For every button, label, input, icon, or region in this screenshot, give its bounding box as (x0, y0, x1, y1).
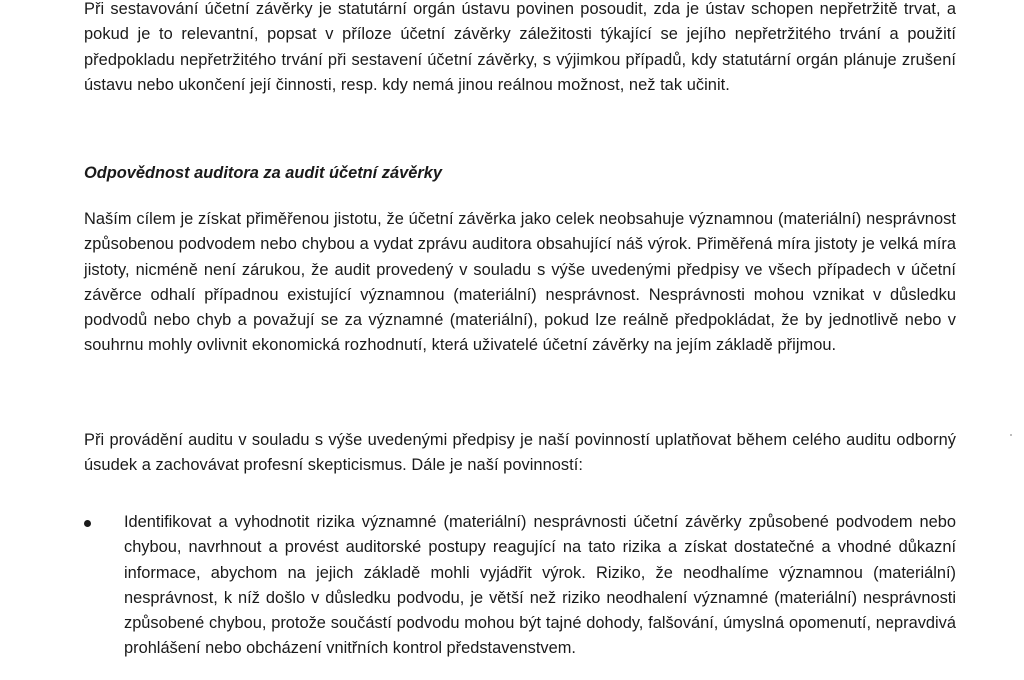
section-heading-auditor-responsibility: Odpovědnost auditora za audit účetní závěrky (84, 164, 442, 182)
bullet-icon (84, 520, 91, 527)
paragraph-going-concern: Při sestavování účetní závěrky je statutární orgán ústavu povinen posoudit, zda je ústav schopen nepřetržitě trvat, a pokud je to relevantní, popsat v příloze účetní závěrky záležitosti týkající se jejího nepřetržitého trvání a použití předpokladu nepřetržitého trvání při sestavení účetní závěrky, s výjimkou případů, kdy statutární orgán plánuje zrušení ústavu nebo ukončení její činnosti, resp. kdy nemá jinou reálnou možnost, než tak učinit. (84, 0, 956, 94)
paragraph-audit-objective: Naším cílem je získat přiměřenou jistotu, že účetní závěrka jako celek neobsahuje významnou (materiální) nesprávnost způsobenou podvodem nebo chybou a vydat zprávu auditora obsahující náš výrok. Přiměřená míra jistoty je velká míra jistoty, nicméně není zárukou, že audit provedený v souladu s výše uvedenými předpisy ve všech případech v účetní závěrce odhalí případnou existující významnou (materiální) nesprávnost. Nesprávnosti mohou vznikat v důsledku podvodů nebo chyb a považují se za významné (materiální), pokud lze reálně předpokládat, že by jednotlivě nebo v souhrnu mohly ovlivnit ekonomická rozhodnutí, která uživatelé účetní závěrky na jejím základě přijmou. (84, 210, 956, 355)
bullet-item-text: Identifikovat a vyhodnotit rizika významné (materiální) nesprávnosti účetní závěrky způsobené podvodem nebo chybou, navrhnout a provést auditorské postupy reagující na tato rizika a získat dostatečné a vhodné důkazní informace, abychom na jejich základě mohli vyjádřit výrok. Riziko, že neodhalíme významnou (materiální) nesprávnost, k níž došlo v důsledku podvodu, je větší než riziko neodhalení významné (materiální) nesprávnosti způsobené chybou, protože součástí podvodu mohou být tajné dohody, falšování, úmyslná opomenutí, nepravdivá prohlášení nebo obcházení vnitřních kontrol představenstvem. (124, 513, 956, 658)
paragraph-professional-judgment: Při provádění auditu v souladu s výše uvedenými předpisy je naší povinností uplatňovat během celého auditu odborný úsudek a zachovávat profesní skepticismus. Dále je naší povinností: (84, 431, 956, 475)
scan-speck (1010, 434, 1012, 436)
